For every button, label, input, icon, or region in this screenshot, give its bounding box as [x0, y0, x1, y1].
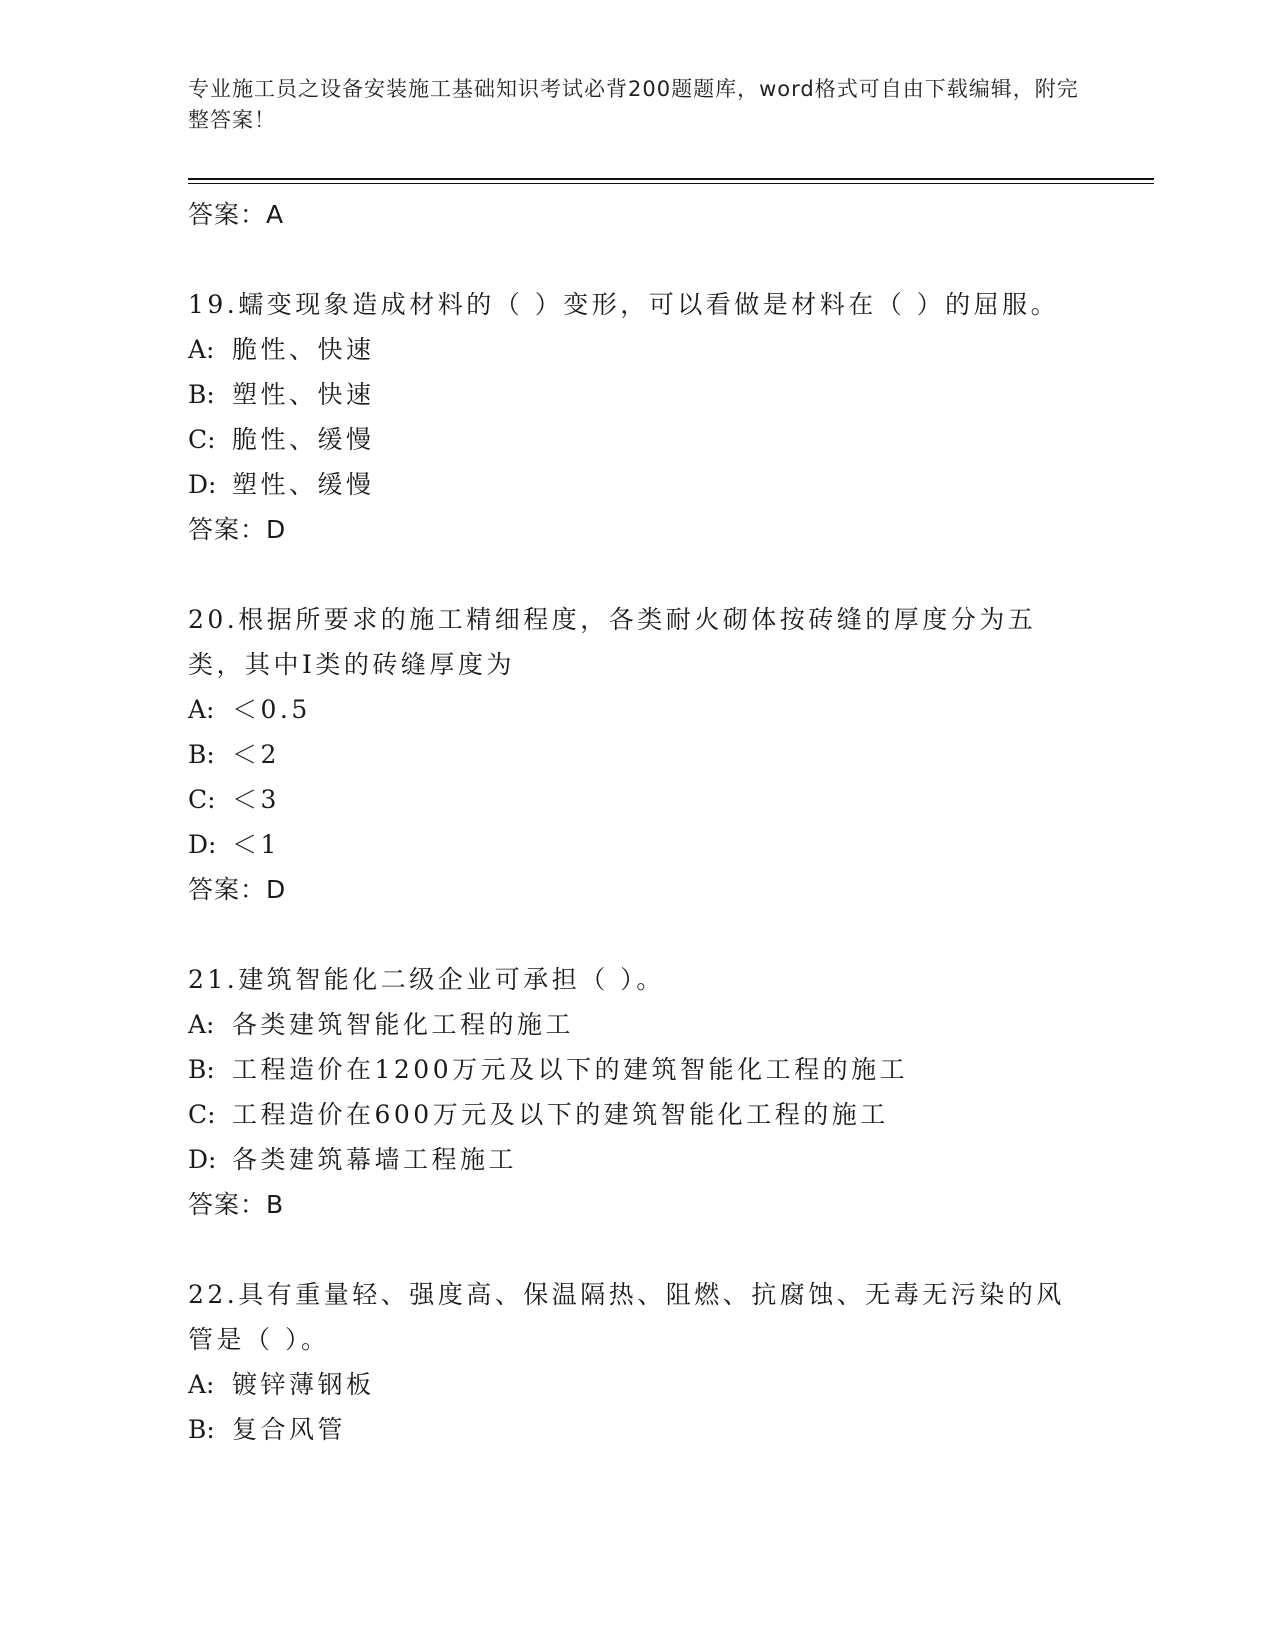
spacer — [188, 913, 1088, 957]
question-text: 21.建筑智能化二级企业可承担（ ）。 — [188, 965, 665, 994]
option-letter: A: — [188, 1010, 215, 1039]
spacer — [188, 1228, 1088, 1272]
answer-line: 答案：D — [188, 875, 287, 904]
option-text: ＜3 — [232, 785, 280, 814]
option-c — [188, 777, 1088, 822]
spacer — [188, 553, 1088, 597]
question-19 — [188, 282, 1088, 553]
option-text: 塑性、快速 — [232, 380, 375, 409]
option-letter: B: — [188, 740, 215, 769]
header-rule-thick — [188, 178, 1154, 180]
option-d — [188, 462, 1088, 507]
option-a — [188, 1002, 1088, 1047]
option-letter: C: — [188, 785, 216, 814]
option-letter: C: — [188, 425, 216, 454]
question-list — [188, 192, 1088, 1452]
option-text: ＜0.5 — [232, 695, 311, 724]
option-letter: B: — [188, 1415, 215, 1444]
document-header: 专业施工员之设备安装施工基础知识考试必背200题题库，word格式可自由下载编辑，附完整答案！ — [188, 77, 1079, 132]
question-21 — [188, 957, 1088, 1228]
option-letter: D: — [188, 1145, 217, 1174]
option-b — [188, 1407, 1088, 1452]
option-a — [188, 687, 1088, 732]
question-20 — [188, 597, 1088, 913]
option-c — [188, 417, 1088, 462]
option-letter: A: — [188, 695, 215, 724]
option-text: 脆性、缓慢 — [232, 425, 375, 454]
header-rule-thin — [188, 183, 1154, 184]
previous-answer: 答案：A — [188, 200, 285, 229]
option-text: ＜2 — [232, 740, 280, 769]
option-text: 复合风管 — [232, 1415, 347, 1444]
option-a — [188, 1362, 1088, 1407]
option-c — [188, 1092, 1088, 1137]
option-letter: C: — [188, 1100, 216, 1129]
option-text: 塑性、缓慢 — [232, 470, 375, 499]
option-b — [188, 372, 1088, 417]
option-text: 各类建筑幕墙工程施工 — [232, 1145, 518, 1174]
question-22 — [188, 1272, 1088, 1452]
option-text: 脆性、快速 — [232, 335, 375, 364]
option-text: 工程造价在1200万元及以下的建筑智能化工程的施工 — [232, 1055, 909, 1084]
option-letter: D: — [188, 470, 217, 499]
option-letter: D: — [188, 830, 217, 859]
question-text: 20.根据所要求的施工精细程度，各类耐火砌体按砖缝的厚度分为五类，其中Ⅰ类的砖缝厚度为 — [188, 605, 1037, 679]
option-d — [188, 1137, 1088, 1182]
option-text: 各类建筑智能化工程的施工 — [232, 1010, 575, 1039]
option-a — [188, 327, 1088, 372]
question-text: 22.具有重量轻、强度高、保温隔热、阻燃、抗腐蚀、无毒无污染的风管是（ ）。 — [188, 1280, 1065, 1354]
option-text: ＜1 — [232, 830, 280, 859]
option-text: 工程造价在600万元及以下的建筑智能化工程的施工 — [232, 1100, 889, 1129]
answer-line: 答案：B — [188, 1190, 285, 1219]
option-letter: B: — [188, 1055, 215, 1084]
spacer — [188, 238, 1088, 282]
option-letter: A: — [188, 335, 215, 364]
option-d — [188, 822, 1088, 867]
question-text: 19.蠕变现象造成材料的（ ）变形，可以看做是材料在（ ）的屈服。 — [188, 290, 1060, 319]
option-letter: A: — [188, 1370, 215, 1399]
answer-line: 答案：D — [188, 515, 287, 544]
option-letter: B: — [188, 380, 215, 409]
option-text: 镀锌薄钢板 — [232, 1370, 375, 1399]
option-b — [188, 732, 1088, 777]
option-b — [188, 1047, 1088, 1092]
